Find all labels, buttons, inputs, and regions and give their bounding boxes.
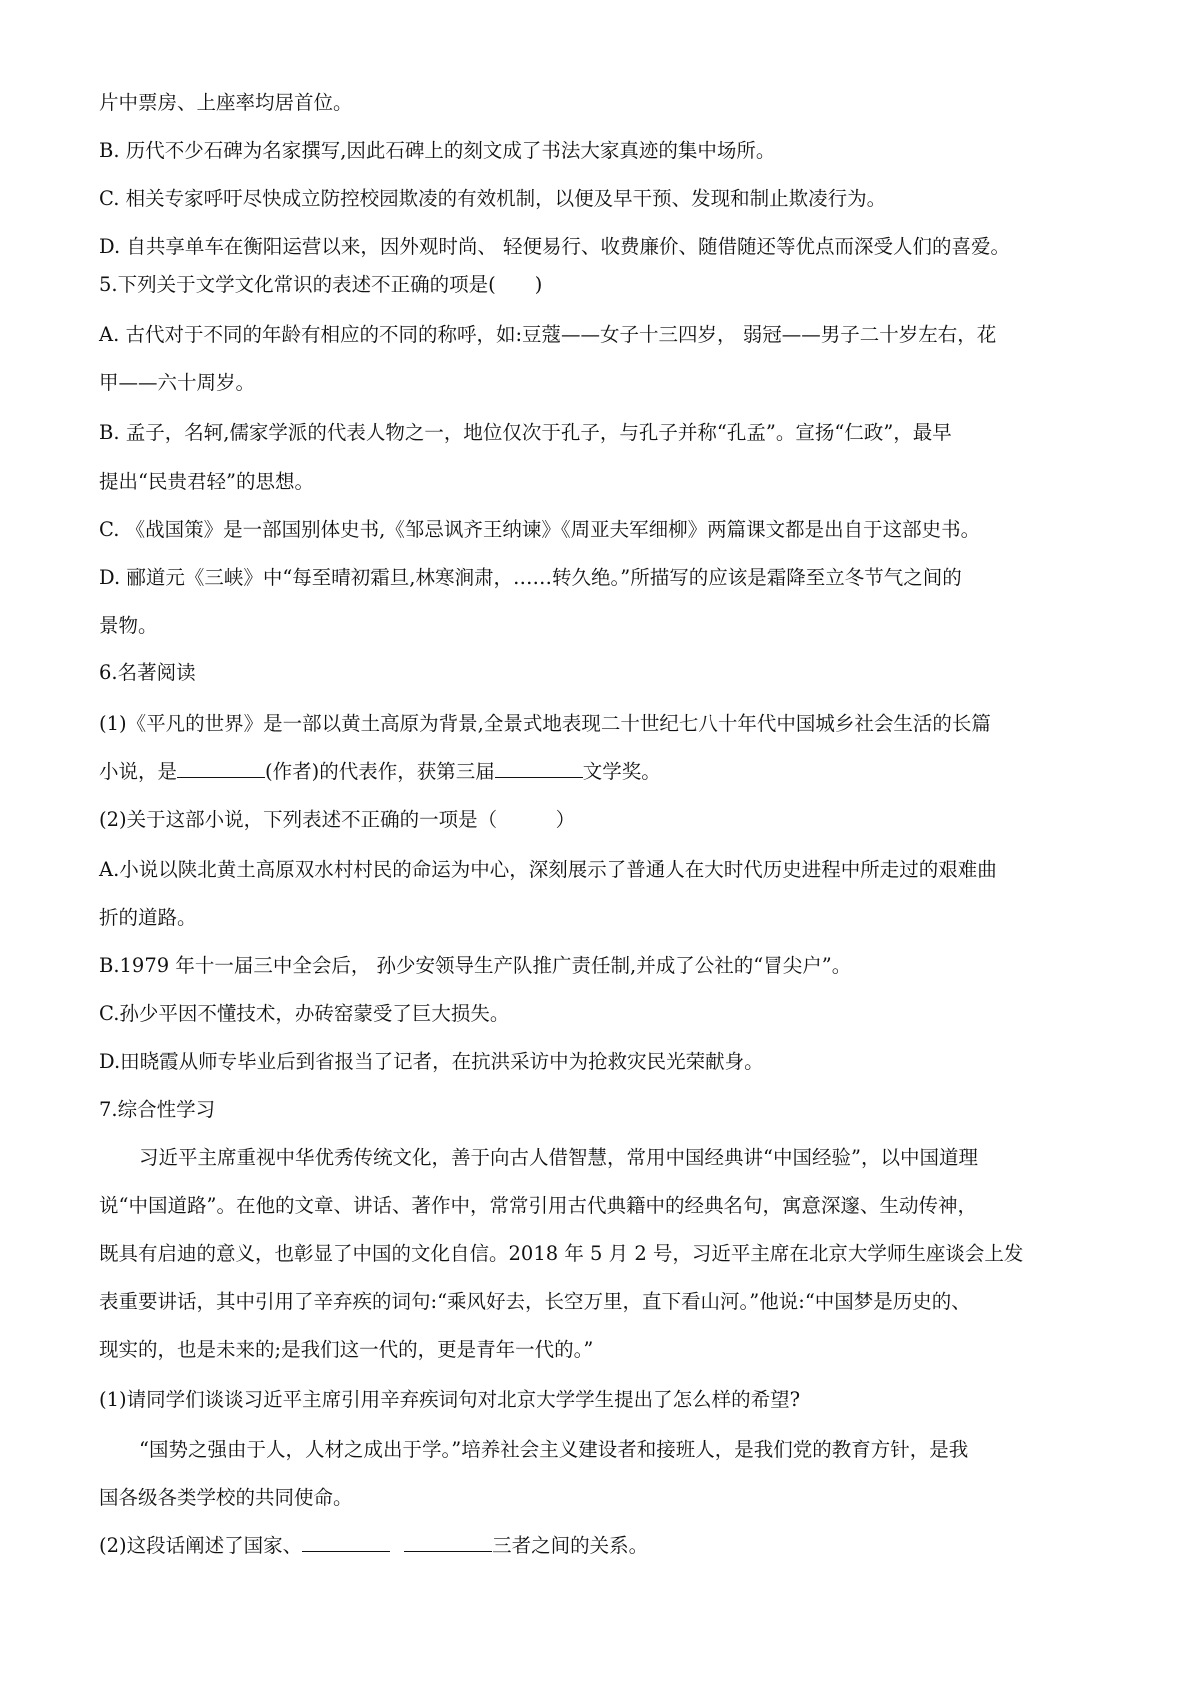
passage-line: 表重要讲话，其中引用了辛弃疾的词句:“乘风好去，长空万里，直下看山河。”他说:“中国梦是历史的、 [99,1290,971,1313]
option-c-line: C. 相关专家呼吁尽快成立防控校园欺凌的有效机制，以便及早干预、发现和制止欺凌行为。 [99,187,887,210]
question-6-1-fill-line [99,759,661,785]
question-7-2-line [99,1533,648,1559]
option-d-line: D.田晓霞从师专毕业后到省报当了记者，在抗洪采访中为抢救灾民光荣献身。 [99,1050,764,1073]
passage-line: 习近平主席重视中华优秀传统文化，善于向古人借智慧，常用中国经典讲“中国经验”，以中国道理 [139,1146,978,1169]
quote-line: “国势之强由于人，人材之成出于学。”培养社会主义建设者和接班人，是我们党的教育方针，是我 [139,1438,969,1461]
question-6-heading: 6.名著阅读 [99,661,196,684]
text-line: 片中票房、上座率均居首位。 [99,91,353,114]
option-a-line: A. 古代对于不同的年龄有相应的不同的称呼，如:豆蔻——女子十三四岁， 弱冠——男子二十岁左右，花 [99,323,997,346]
fill-text-a: 小说，是 [99,760,178,783]
fill-text-a: (2)这段话阐述了国家、 [99,1534,303,1557]
answer-blank-1[interactable] [302,1533,390,1552]
answer-blank-2[interactable] [404,1533,492,1552]
question-6-1-line: (1)《平凡的世界》是一部以黄土高原为背景,全景式地表现二十世纪七八十年代中国城乡社会生活的长篇 [99,712,991,735]
option-c-line: C. 《战国策》是一部国别体史书,《邹忌讽齐王纳谏》《周亚夫军细柳》两篇课文都是出自于这部史书。 [99,518,981,541]
option-d-line: D. 自共享单车在衡阳运营以来，因外观时尚、 轻便易行、收费廉价、随借随还等优点而深受人们的喜爱。 [99,235,1011,258]
passage-line: 现实的，也是未来的;是我们这一代的，更是青年一代的。” [99,1338,594,1361]
passage-line: 既具有启迪的意义，也彰显了中国的文化自信。2018 年 5 月 2 号，习近平主席在北京大学师生座谈会上发 [99,1242,1024,1265]
quote-line: 国各级各类学校的共同使命。 [99,1486,353,1509]
option-b-line: B. 孟子，名轲,儒家学派的代表人物之一，地位仅次于孔子，与孔子并称“孔孟”。宣扬“仁政”，最早 [99,421,952,444]
option-b-line: B. 历代不少石碑为名家撰写,因此石碑上的刻文成了书法大家真迹的集中场所。 [99,139,776,162]
answer-blank-author[interactable] [177,759,265,778]
option-a-line: A.小说以陕北黄土高原双水村村民的命运为中心，深刻展示了普通人在大时代历史进程中所走过的艰难曲 [99,858,997,881]
question-6-2-stem: (2)关于这部小说，下列表述不正确的一项是（ ） [99,808,576,831]
fill-text-c: 文学奖。 [582,760,661,783]
option-b-line: B.1979 年十一届三中全会后， 孙少安领导生产队推广责任制,并成了公社的“冒尖户”。 [99,954,852,977]
option-d-line: D. 郦道元《三峡》中“每至晴初霜旦,林寒涧肃，……转久绝。”所描写的应该是霜降至立冬节气之间的 [99,566,962,589]
answer-blank-award[interactable] [495,759,583,778]
fill-text-b: 三者之间的关系。 [492,1534,649,1557]
option-b-continued: 提出“民贵君轻”的思想。 [99,470,314,493]
question-7-1-line: (1)请同学们谈谈习近平主席引用辛弃疾词句对北京大学学生提出了怎么样的希望? [99,1388,801,1411]
fill-text-b: (作者)的代表作，获第三届 [265,760,495,783]
question-7-heading: 7.综合性学习 [99,1098,216,1121]
passage-line: 说“中国道路”。在他的文章、讲话、著作中，常常引用古代典籍中的经典名句，寓意深邃、生动传神， [99,1194,977,1217]
question-5-stem: 5.下列关于文学文化常识的表述不正确的项是( ) [99,273,543,296]
option-d-continued: 景物。 [99,614,158,637]
option-a-continued: 甲——六十周岁。 [99,371,256,394]
option-c-line: C.孙少平因不懂技术，办砖窑蒙受了巨大损失。 [99,1002,510,1025]
option-a-continued: 折的道路。 [99,906,197,929]
